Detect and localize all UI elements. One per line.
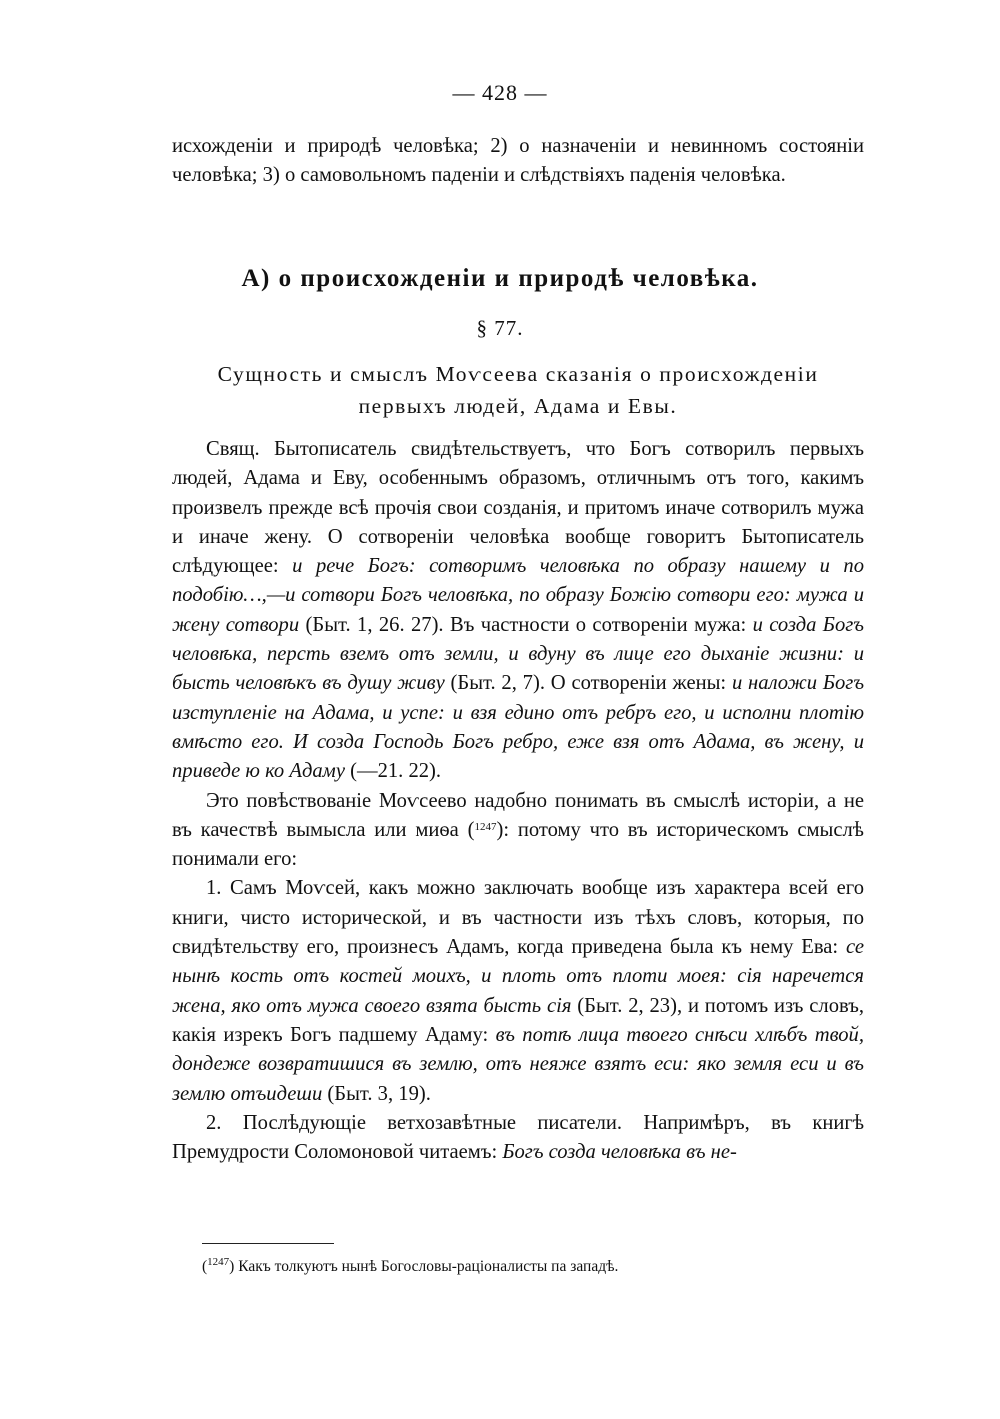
paragraph-3-text-1: 1. Самъ Моѵсей, какъ можно заключать вообще изъ характера всей его книги, чисто исторической, и въ частности изъ тѣхъ словъ, которыя, по свидѣтельству его, произнесъ Адамъ, когда приведена была къ нему Ева: — [172, 877, 864, 959]
footnote: ($^{1247}$) Какъ толкуютъ нынѣ Богословы-раціоналисты па западѣ. — [202, 1256, 619, 1275]
section-subtitle: Сущность и смыслъ Моѵсеева сказанія о происхожденіи первыхъ людей, Адама и Евы. — [217, 362, 819, 418]
paragraph-2-text-1: Это повѣствованіе Моѵсеево надобно понимать въ смыслѣ исторіи, а не въ качествѣ вымысла или миѳа ( — [172, 789, 864, 841]
section-mark: § 77. — [476, 316, 524, 340]
paragraph-4-text-1: 2. Послѣдующіе ветхозавѣтные писатели. Напримѣръ, въ книгѣ Премудрости Соломоновой читаемъ: — [172, 1111, 864, 1164]
intro-text: исхожденіи и природѣ человѣка; 2) о назначеніи и невинномъ состояніи человѣка; 3) о самовольномъ паденіи и слѣдствіяхъ паденія человѣка. — [172, 135, 864, 187]
paragraph-4 — [172, 1109, 864, 1168]
footnote-divider — [202, 1243, 334, 1244]
paragraph-3-text-2: (Быт. 2, 23), и потомъ изъ словъ, какія изрекъ Богъ падшему Адаму: — [172, 994, 865, 1046]
paragraph-1-text-1: Свящ. Бытописатель свидѣтельствуетъ, что Богъ сотворилъ первыхъ людей, Адама и Еву, особеннымъ образомъ, отличнымъ отъ того, какимъ произвелъ прежде всѣ прочія свои созданія, и притомъ иначе сотворилъ мужа и иначе жену. О сотвореніи человѣка вообще говоритъ Бытописатель слѣдующее: — [172, 438, 864, 578]
paragraph-1-text-4: (—21. 22). — [344, 760, 442, 783]
paragraph-1-quote-1: и рече Богъ: сотворимъ человѣка по образу нашему и по подобію…,—и сотвори Богъ человѣка, по образу Божію сотвори его: мужа и жену сотвори — [172, 555, 864, 636]
paragraph-4-quote-1: Богъ созда человѣка въ не- — [502, 1141, 737, 1164]
footnote-reference[interactable]: 1247 — [474, 820, 497, 833]
paragraph-1-quote-3: и наложи Богъ изступленіе на Адама, и успе: и взя едино отъ ребръ его, и исполни плотію вмѣсто его. И созда Господь Богъ ребро, еже взя отъ Адама, въ жену, и приведе ю ко Адаму — [172, 672, 865, 783]
paragraph-2 — [172, 787, 864, 875]
body-text — [172, 435, 864, 1167]
chapter-heading: А) о происхожденіи и природѣ человѣка. — [241, 265, 759, 292]
page-number: — 428 — — [452, 80, 548, 105]
intro-paragraph — [172, 132, 864, 191]
paragraph-1-text-3: (Быт. 2, 7). О сотвореніи жены: — [444, 672, 732, 695]
paragraph-1 — [172, 435, 864, 787]
paragraph-3-quote-1: се нынѣ кость отъ костей моихъ, и плоть отъ плоти моея: сія наречется жена, яко отъ мужа своего взята бысть сія — [172, 936, 864, 1017]
paragraph-3 — [172, 874, 864, 1108]
paragraph-3-quote-2: въ потѣ лица твоего снѣси хлѣбъ твой, дондеже возвратишися въ землю, отъ неяже взятъ еси: яко земля еси и въ землю отъидеши — [172, 1023, 864, 1105]
paragraph-2-text-2: ): потому что въ историческомъ смыслѣ понимали его: — [172, 818, 864, 871]
footnote-number: 1247 — [207, 1256, 230, 1268]
paragraph-1-text-2: (Быт. 1, 26. 27). Въ частности о сотвореніи мужа: — [299, 613, 753, 636]
paragraph-1-quote-2: и созда Богъ человѣка, персть вземъ отъ земли, и вдуну въ лице его дыханіе жизни: и бысть человѣкъ въ душу живу — [172, 613, 864, 695]
footnote-text: Какъ толкуютъ нынѣ Богословы-раціоналисты па западѣ. — [234, 1258, 619, 1275]
paragraph-3-text-3: (Быт. 3, 19). — [322, 1082, 431, 1105]
